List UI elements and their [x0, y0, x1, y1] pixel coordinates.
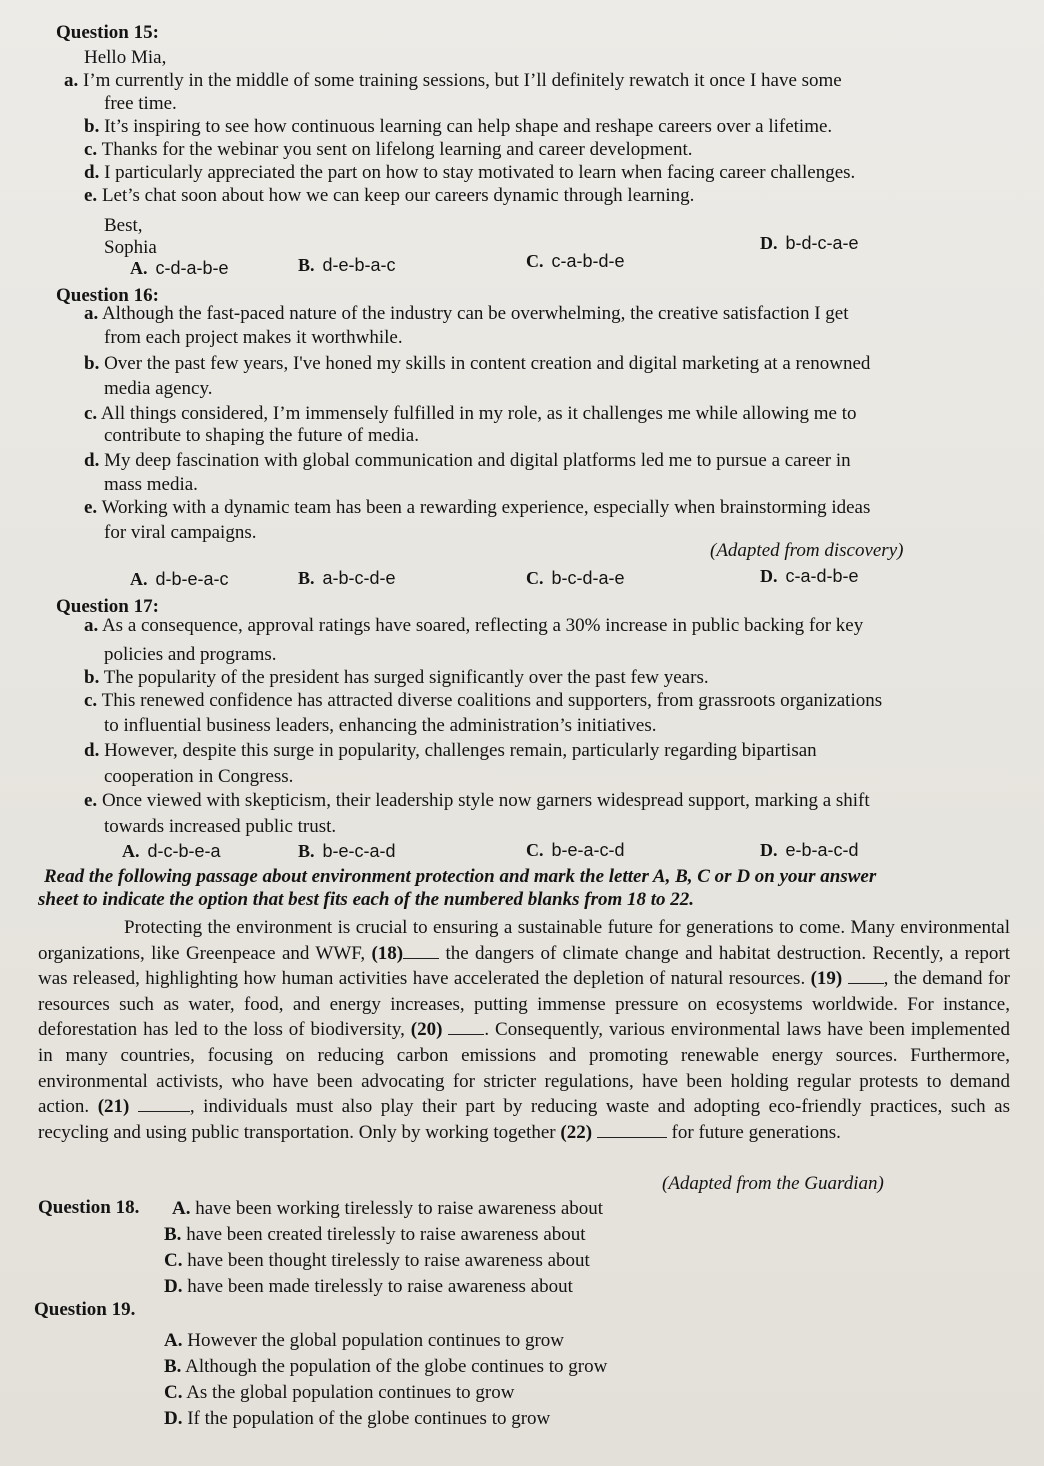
q16-option-c[interactable]: C. b-c-d-a-e — [526, 568, 625, 588]
q17-item-e-cont: towards increased public trust. — [104, 816, 337, 837]
q16-item-e: e. Working with a dynamic team has been a rewarding experience, especially when brainstorming ideas — [84, 497, 871, 518]
q19-option-a[interactable]: A. However the global population continues to grow — [164, 1330, 564, 1351]
q15-option-a[interactable]: A. c-d-a-b-e — [130, 258, 229, 278]
q15-greeting: Hello Mia, — [84, 47, 167, 68]
q19-option-d[interactable]: D. If the population of the globe continues to grow — [164, 1408, 551, 1429]
q19-option-b[interactable]: B. Although the population of the globe continues to grow — [164, 1356, 608, 1377]
q18-title: Question 18. — [38, 1197, 140, 1218]
q17-item-a: a. As a consequence, approval ratings have soared, reflecting a 30% increase in public backing for key — [84, 615, 864, 636]
q16-item-c-cont: contribute to shaping the future of media. — [104, 425, 419, 446]
blank-21[interactable] — [138, 1097, 190, 1112]
q16-item-a-cont: from each project makes it worthwhile. — [104, 327, 403, 348]
q16-item-d-cont: mass media. — [104, 474, 198, 495]
q15-option-c[interactable]: C. c-a-b-d-e — [526, 251, 625, 271]
q17-item-c-cont: to influential business leaders, enhancing the administration’s initiatives. — [104, 715, 657, 736]
q17-option-c[interactable]: C. b-e-a-c-d — [526, 840, 625, 860]
q15-item-a: a. I’m currently in the middle of some training sessions, but I’ll definitely rewatch it once I have some — [64, 70, 842, 91]
q15-item-b: b. It’s inspiring to see how continuous learning can help shape and reshape careers over a lifetime. — [84, 116, 833, 137]
q15-option-b[interactable]: B. d-e-b-a-c — [298, 255, 396, 275]
q17-item-b: b. The popularity of the president has surged significantly over the past few years. — [84, 667, 709, 688]
q17-option-b[interactable]: B. b-e-c-a-d — [298, 841, 396, 861]
q18-option-c[interactable]: C. have been thought tirelessly to raise awareness about — [164, 1250, 590, 1271]
instruction-line-1: Read the following passage about environment protection and mark the letter A, B, C or D on your answer — [44, 866, 877, 887]
q17-item-d-cont: cooperation in Congress. — [104, 766, 294, 787]
blank-19[interactable] — [848, 969, 884, 984]
q15-title: Question 15: — [56, 22, 159, 43]
q17-item-e: e. Once viewed with skepticism, their leadership style now garners widespread support, marking a shift — [84, 790, 870, 811]
reading-passage: Protecting the environment is crucial to ensuring a sustainable future for generations to come. Many environmental organizations, like Greenpeace and WWF, (18) the dangers of climate change and habitat destruction. Recently, a report was released, highlighting how human activities have accelerated the depletion of natural resources. (19) , the demand for resources such as water, food, and energy increases, putting immense pressure on ecosystems worldwide. For instance, deforestation has led to the loss of biodiversity, (20) . Consequently, various environmental laws have been implemented in many countries, focusing on reducing carbon emissions and promoting renewable energy sources. Furthermore, environmental activists, who have been advocating for stricter regulations, have been holding regular protests to demand action. (21) , individuals must also play their part by reducing waste and adopting eco-friendly practices, such as recycling and using public transportation. Only by working together (22) for future generations. — [38, 917, 1011, 1143]
q19-option-c[interactable]: C. As the global population continues to grow — [164, 1382, 515, 1403]
blank-22[interactable] — [597, 1123, 667, 1138]
q15-item-a-cont: free time. — [104, 93, 177, 114]
q16-option-b[interactable]: B. a-b-c-d-e — [298, 568, 396, 588]
q17-item-d: d. However, despite this surge in popularity, challenges remain, particularly regarding bipartisan — [84, 740, 817, 761]
q16-item-b: b. Over the past few years, I've honed my skills in content creation and digital marketing at a renowned — [84, 353, 871, 374]
q19-title: Question 19. — [34, 1299, 136, 1320]
q17-item-c: c. This renewed confidence has attracted diverse coalitions and supporters, from grassroots organizations — [84, 690, 883, 711]
q15-item-d: d. I particularly appreciated the part on how to stay motivated to learn when facing career challenges. — [84, 162, 856, 183]
q16-item-d: d. My deep fascination with global communication and digital platforms led me to pursue a career in — [84, 450, 851, 471]
q16-item-a: a. Although the fast-paced nature of the industry can be overwhelming, the creative satisfaction I get — [84, 303, 849, 324]
q16-source: (Adapted from discovery) — [710, 540, 904, 561]
blank-20[interactable] — [448, 1020, 484, 1035]
q16-item-b-cont: media agency. — [104, 378, 213, 399]
q15-option-d[interactable]: D. b-d-c-a-e — [760, 233, 859, 253]
q15-signature: Sophia — [104, 237, 157, 258]
instruction-line-2: sheet to indicate the option that best fits each of the numbered blanks from 18 to 22. — [38, 889, 695, 910]
q18-option-b[interactable]: B. have been created tirelessly to raise awareness about — [164, 1224, 586, 1245]
q17-option-d[interactable]: D. e-b-a-c-d — [760, 840, 859, 860]
q17-option-a[interactable]: A. d-c-b-e-a — [122, 841, 221, 861]
q16-option-d[interactable]: D. c-a-d-b-e — [760, 566, 859, 586]
q15-item-e: e. Let’s chat soon about how we can keep our careers dynamic through learning. — [84, 185, 695, 206]
blank-18[interactable] — [403, 944, 439, 959]
q17-item-a-cont: policies and programs. — [104, 644, 277, 665]
q15-closing: Best, — [104, 215, 143, 236]
q15-item-c: c. Thanks for the webinar you sent on lifelong learning and career development. — [84, 139, 693, 160]
q17-title: Question 17: — [56, 596, 159, 617]
q16-option-a[interactable]: A. d-b-e-a-c — [130, 569, 229, 589]
q16-item-e-cont: for viral campaigns. — [104, 522, 257, 543]
q16-title: Question 16: — [56, 285, 159, 306]
q16-item-c: c. All things considered, I’m immensely fulfilled in my role, as it challenges me while allowing me to — [84, 403, 857, 424]
q18-option-a[interactable]: A. have been working tirelessly to raise awareness about — [172, 1198, 604, 1219]
passage-source: (Adapted from the Guardian) — [662, 1173, 884, 1194]
q18-option-d[interactable]: D. have been made tirelessly to raise awareness about — [164, 1276, 573, 1297]
